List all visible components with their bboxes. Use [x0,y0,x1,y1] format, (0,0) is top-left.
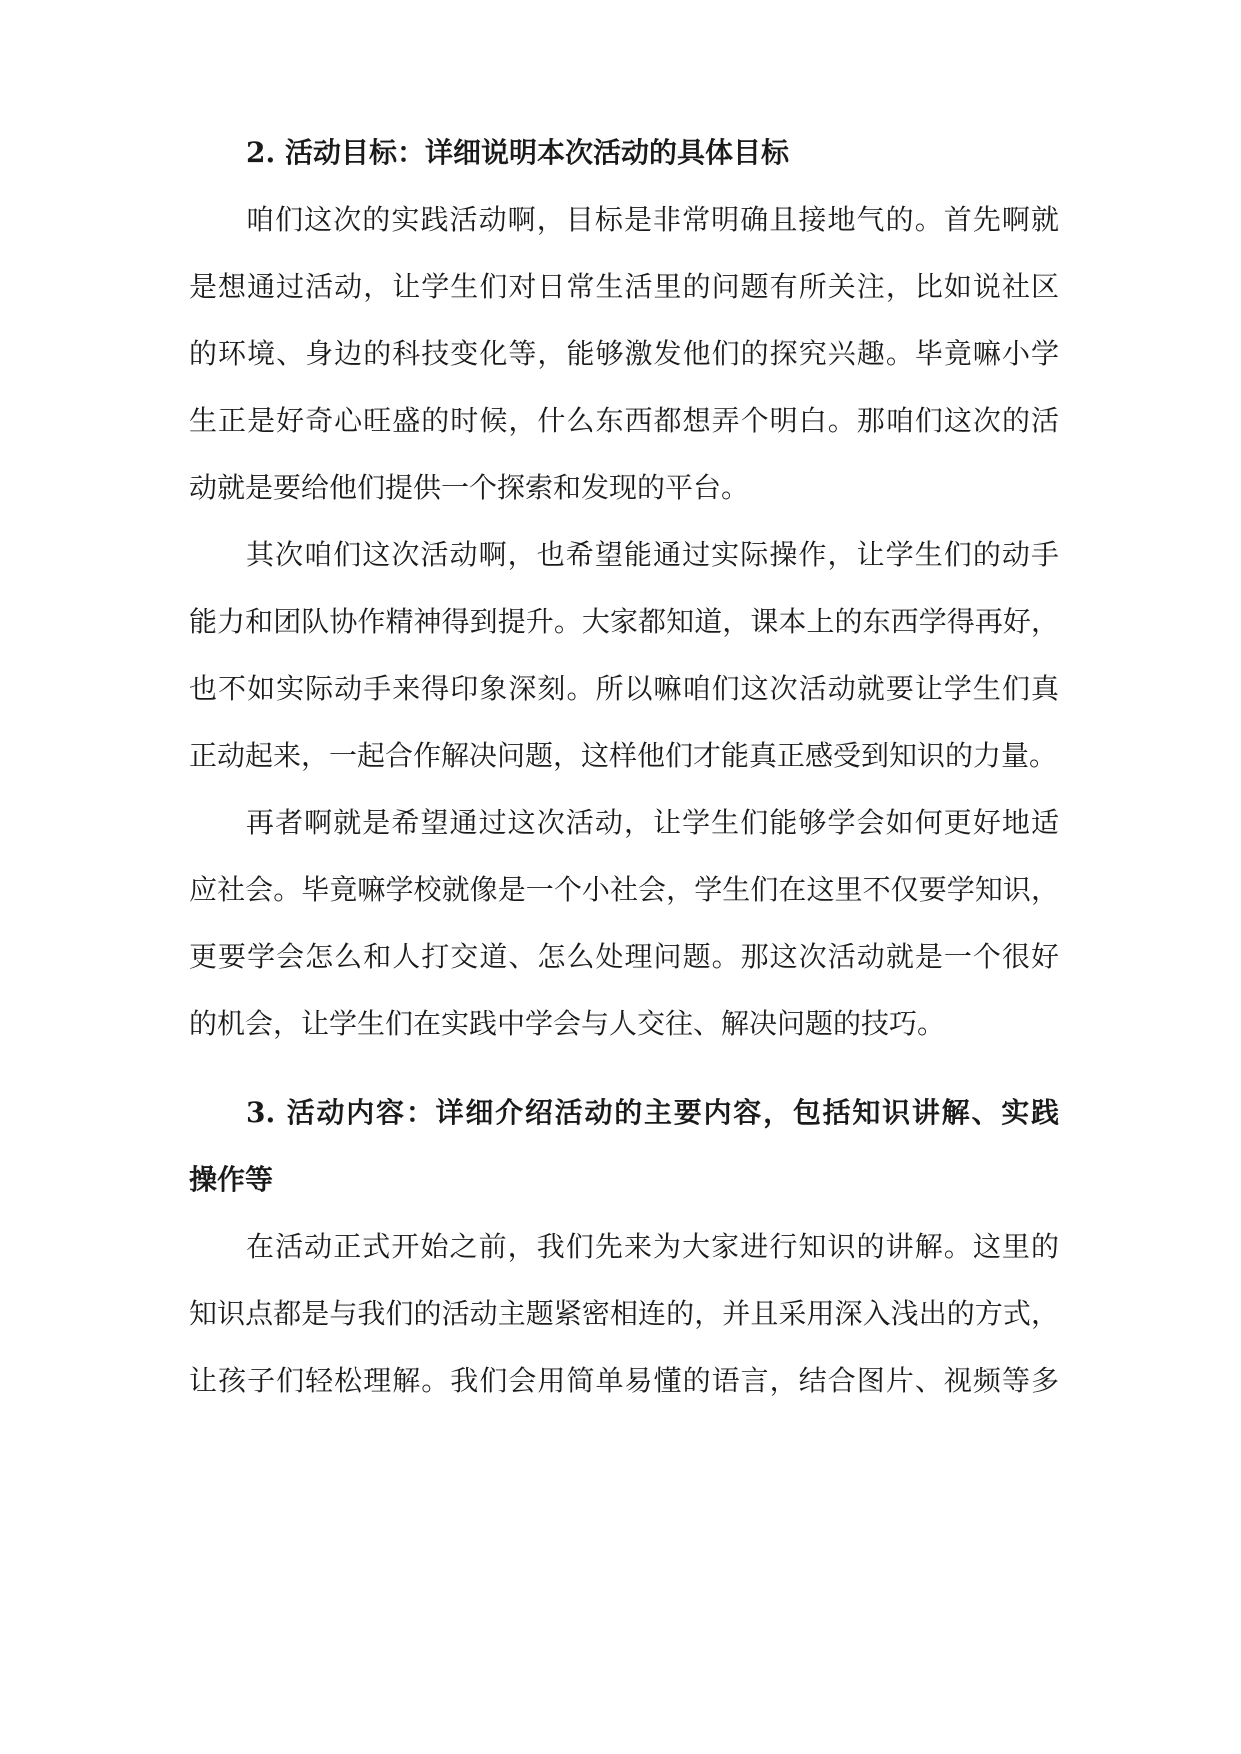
paragraph-line: 的环境、身边的科技变化等，能够激发他们的探究兴趣。毕竟嘛小学 [189,337,1059,370]
paragraph-line: 再者啊就是希望通过这次活动，让学生们能够学会如何更好地适 [246,806,1059,839]
paragraph-line: 在活动正式开始之前，我们先来为大家进行知识的讲解。这里的 [246,1230,1059,1263]
paragraph-line: 动就是要给他们提供一个探索和发现的平台。 [189,471,750,504]
section-heading: 2. 活动目标：详细说明本次活动的具体目标 [246,136,789,169]
paragraph-line: 咱们这次的实践活动啊，目标是非常明确且接地气的。首先啊就 [246,203,1059,236]
paragraph-line: 是想通过活动，让学生们对日常生活里的问题有所关注，比如说社区 [189,270,1059,303]
paragraph-line: 正动起来，一起合作解决问题，这样他们才能真正感受到知识的力量。 [189,739,1058,772]
section-heading-continued: 操作等 [189,1163,274,1196]
paragraph-line: 让孩子们轻松理解。我们会用简单易懂的语言，结合图片、视频等多 [189,1364,1059,1397]
paragraph-line: 应社会。毕竟嘛学校就像是一个小社会，学生们在这里不仅要学知识， [189,873,1059,906]
paragraph-line: 的机会，让学生们在实践中学会与人交往、解决问题的技巧。 [189,1007,946,1040]
paragraph-line: 知识点都是与我们的活动主题紧密相连的，并且采用深入浅出的方式， [189,1297,1059,1330]
paragraph-line: 生正是好奇心旺盛的时候，什么东西都想弄个明白。那咱们这次的活 [189,404,1059,437]
paragraph-line: 也不如实际动手来得印象深刻。所以嘛咱们这次活动就要让学生们真 [189,672,1059,705]
section-heading: 3. 活动内容：详细介绍活动的主要内容，包括知识讲解、实践 [246,1096,1059,1129]
paragraph-line: 能力和团队协作精神得到提升。大家都知道，课本上的东西学得再好， [189,605,1059,638]
paragraph-line: 更要学会怎么和人打交道、怎么处理问题。那这次活动就是一个很好 [189,940,1059,973]
paragraph-line: 其次咱们这次活动啊，也希望能通过实际操作，让学生们的动手 [246,538,1059,571]
